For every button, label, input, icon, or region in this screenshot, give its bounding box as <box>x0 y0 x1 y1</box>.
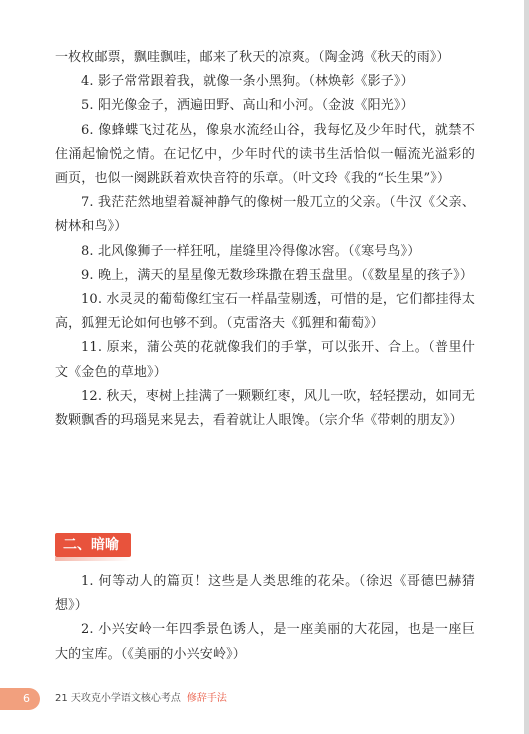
example-paragraph: 一枚枚邮票，飘哇飘哇，邮来了秋天的凉爽。（陶金鸿《秋天的雨》） <box>55 50 450 65</box>
simile-examples <box>55 46 475 433</box>
example-paragraph: 6. 像蜂蝶飞过花丛，像泉水流经山谷，我每忆及少年时代，就禁不住涌起愉悦之情。在记忆中，少年时代的读书生活恰似一幅流光溢彩的画页，也似一阕跳跃着欢快音符的乐章。（叶文玲《我的“长生果”》） <box>55 122 475 187</box>
example-paragraph: 12. 秋天，枣树上挂满了一颗颗红枣，风儿一吹，轻轻摆动，如同无数颗飘香的玛瑙晃来晃去，看着就让人眼馋。（宗介华《带刺的朋友》） <box>55 388 475 429</box>
example-paragraph: 7. 我茫茫然地望着凝神静气的像树一般兀立的父亲。（牛汉《父亲、树林和鸟》） <box>55 195 475 235</box>
example-paragraph: 11. 原来，蒲公英的花就像我们的手掌，可以张开、合上。（普里什文《金色的草地》） <box>55 340 475 380</box>
example-paragraph: 8. 北风像狮子一样狂吼，崖缝里冷得像冰窖。（《寒号鸟》） <box>81 243 421 259</box>
example-paragraph: 4. 影子常常跟着我，就像一条小黑狗。（林焕彰《影子》） <box>81 74 414 90</box>
example-paragraph: 10. 水灵灵的葡萄像红宝石一样晶莹剔透，可惜的是，它们都挂得太高，狐狸无论如何也够不到。（克雷洛夫《狐狸和葡萄》） <box>55 292 475 332</box>
book-title: 21 天攻克小学语文核心考点 <box>55 693 181 704</box>
footer-running-title <box>55 691 227 707</box>
example-paragraph: 1. 何等动人的篇页！这些是人类思维的花朵。（徐迟《哥德巴赫猜想》） <box>55 574 475 614</box>
section-heading-metaphor: 二、暗喻 <box>55 533 131 557</box>
page-number: 6 <box>0 688 40 710</box>
page-edge-shadow <box>524 0 529 734</box>
example-paragraph: 2. 小兴安岭一年四季景色诱人，是一座美丽的大花园，也是一座巨大的宝库。（《美丽的小兴安岭》） <box>55 622 475 662</box>
metaphor-examples <box>55 570 475 667</box>
chapter-topic: 修辞手法 <box>186 693 227 704</box>
example-paragraph: 9. 晚上，满天的星星像无数珍珠撒在碧玉盘里。（《数星星的孩子》） <box>81 267 473 283</box>
example-paragraph: 5. 阳光像金子，洒遍田野、高山和小河。（金波《阳光》） <box>81 98 414 114</box>
